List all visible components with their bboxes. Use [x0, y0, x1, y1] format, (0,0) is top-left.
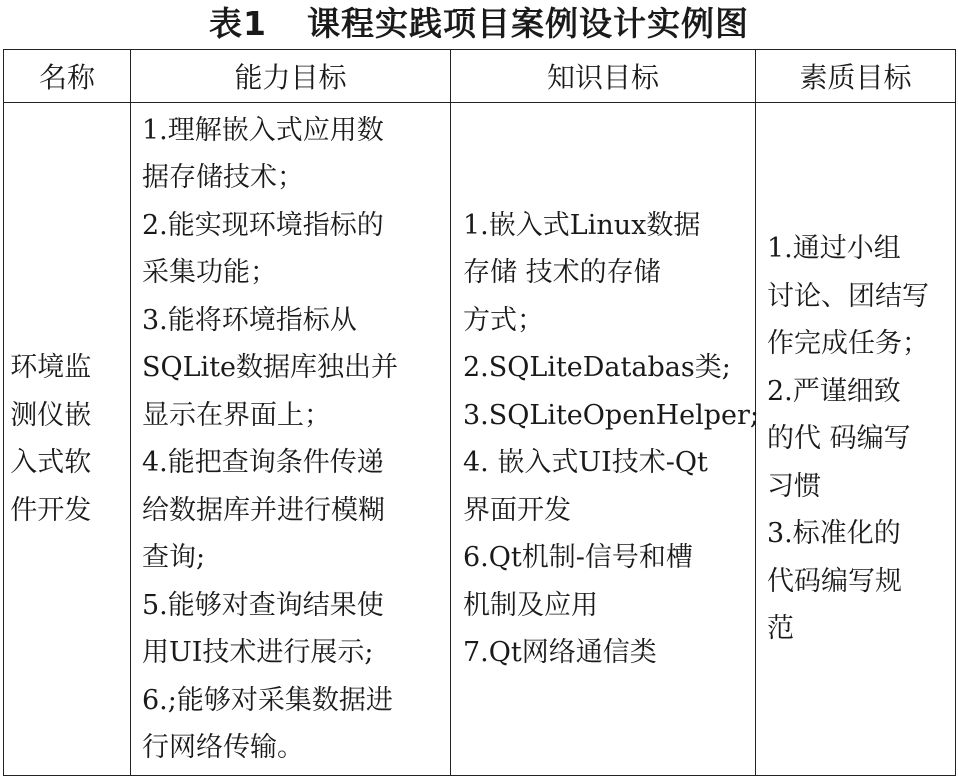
- cell-text-line: 讨论、团结写: [767, 280, 929, 312]
- cell-text-line: 查询;: [142, 542, 206, 573]
- cell-text-line: 的代 码编写: [767, 423, 911, 455]
- cell-text-line: 存储 技术的存储: [463, 257, 661, 288]
- cell-text-line: 作完成任务；: [767, 328, 929, 360]
- cell-text-line: 1.嵌入式Linux数据: [463, 209, 701, 241]
- ability-lines: [131, 107, 450, 772]
- cell-text-line: 代码编写规: [767, 565, 902, 597]
- cell-name: [4, 103, 131, 776]
- course-project-table: [3, 49, 956, 776]
- caption-label: 表1: [209, 4, 267, 43]
- cell-text-line: 6.;能够对采集数据进: [142, 684, 393, 716]
- cell-text-line: 6.Qt机制-信号和槽: [463, 542, 693, 573]
- cell-text-line: 方式；: [463, 304, 544, 336]
- header-ability: 能力目标: [131, 50, 451, 103]
- table-row: [4, 103, 956, 776]
- cell-knowledge: [451, 103, 759, 776]
- cell-text-line: 采集功能；: [142, 257, 277, 288]
- header-name: 名称: [4, 50, 131, 103]
- cell-text-line: 4. 嵌入式UI技术-Qt: [463, 447, 708, 478]
- table-caption: [0, 0, 958, 48]
- cell-text-line: 测仪嵌: [10, 399, 92, 431]
- cell-text-line: 给数据库并进行模糊: [142, 494, 385, 526]
- header-row: [4, 50, 956, 103]
- cell-text-line: 7.Qt网络通信类: [463, 637, 657, 668]
- cell-text-line: 2.严谨细致: [767, 375, 901, 407]
- cell-text-line: 件开发: [10, 494, 92, 526]
- cell-text-line: 3.标准化的: [767, 518, 901, 550]
- cell-text-line: 机制及应用: [463, 589, 598, 621]
- knowledge-lines: [451, 202, 759, 677]
- cell-text-line: 2.能实现环境指标的: [142, 209, 384, 241]
- header-quality: 素质目标: [756, 50, 956, 103]
- cell-text-line: 5.能够对查询结果使: [142, 589, 384, 621]
- cell-text-line: 显示在界面上；: [142, 399, 331, 431]
- quality-lines: [756, 225, 955, 653]
- caption-title: 课程实践项目案例设计实例图: [306, 4, 749, 43]
- cell-text-line: 用UI技术进行展示;: [142, 637, 374, 668]
- cell-text-line: 4.能把查询条件传递: [142, 447, 384, 478]
- cell-text-line: 3.SQLiteOpenHelper;: [463, 399, 759, 431]
- cell-text-line: 界面开发: [463, 494, 571, 526]
- cell-text-line: 3.能将环境指标从: [142, 304, 357, 336]
- cell-text-line: 入式软: [10, 447, 92, 478]
- cell-text-line: 范: [767, 613, 794, 645]
- cell-text-line: 2.SQLiteDatabas类;: [463, 352, 731, 383]
- cell-text-line: 据存储技术；: [142, 162, 304, 193]
- header-knowledge: 知识目标: [451, 50, 756, 103]
- cell-text-line: 1.理解嵌入式应用数: [142, 114, 384, 146]
- cell-text-line: 习惯: [767, 470, 821, 502]
- cell-text-line: 1.通过小组: [767, 233, 901, 265]
- cell-ability: [131, 103, 451, 776]
- cell-text-line: 环境监: [10, 352, 92, 383]
- cell-text-line: 行网络传输。: [142, 732, 304, 763]
- cell-quality: [756, 103, 956, 776]
- cell-text-line: SQLite数据库独出并: [142, 352, 399, 383]
- name-lines: [10, 344, 123, 534]
